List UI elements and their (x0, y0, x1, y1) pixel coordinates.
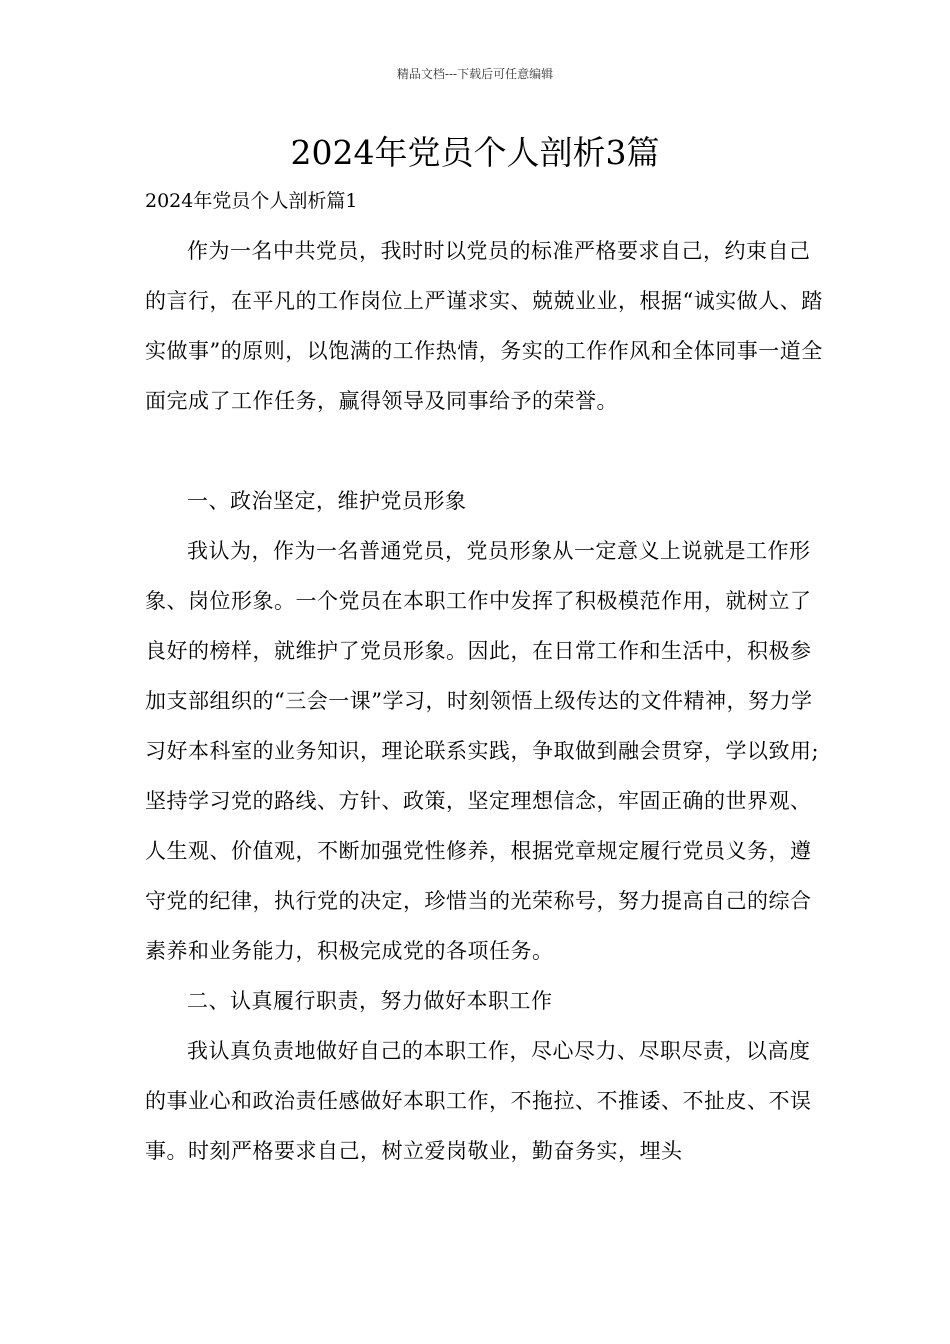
paragraph-intro: 作为一名中共党员，我时时以党员的标准严格要求自己，约束自己的言行，在平凡的工作岗位上严谨求实、兢兢业业，根据“诚实做人、踏实做事”的原则，以饱满的工作热情，务实的工作作风和全体同事一道全面完成了工作任务，赢得领导及同事给予的荣誉。 (145, 239, 823, 413)
section-heading-2: 二、认真履行职责，努力做好本职工作 (187, 989, 553, 1013)
paragraph-section-1: 我认为，作为一名普通党员，党员形象从一定意义上说就是工作形象、岗位形象。一个党员在本职工作中发挥了积极模范作用，就树立了良好的榜样，就维护了党员形象。因此，在日常工作和生活中，积极参加支部组织的“三会一课”学习，时刻领悟上级传达的文件精神，努力学习好本科室的业务知识，理论联系实践，争取做到融会贯穿，学以致用;坚持学习党的路线、方针、政策，坚定理想信念，牢固正确的世界观、人生观、价值观，不断加强党性修养，根据党章规定履行党员义务，遵守党的纪律，执行党的决定，珍惜当的光荣称号，努力提高自己的综合素养和业务能力，积极完成党的各项任务。 (145, 539, 820, 963)
document-body (145, 226, 825, 1176)
paragraph-spacer (145, 426, 825, 476)
paragraph-section-2: 我认真负责地做好自己的本职工作，尽心尽力、尽职尽责，以高度的事业心和政治责任感做好本职工作，不拖拉、不推诿、不扯皮、不误事。时刻严格要求自己，树立爱岗敬业，勤奋务实，埋头 (145, 1039, 812, 1163)
section-subtitle: 2024年党员个人剖析篇1 (145, 190, 358, 212)
section-heading-1: 一、政治坚定，维护党员形象 (187, 489, 467, 513)
document-title: 2024年党员个人剖析3篇 (290, 133, 660, 172)
header-note: 精品文档---下载后可任意编辑 (396, 67, 554, 81)
